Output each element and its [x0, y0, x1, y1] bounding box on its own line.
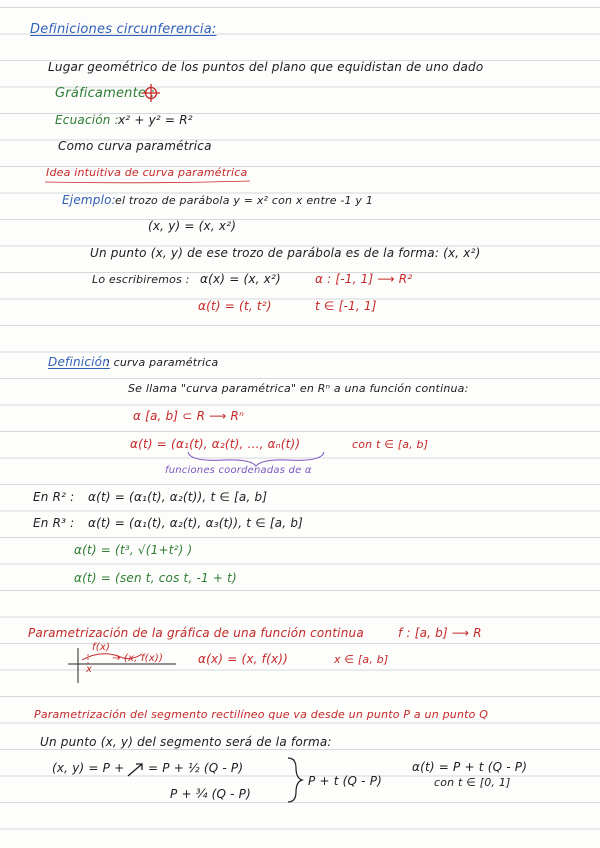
seg-eq1-rhs: = P + ½ (Q - P) [148, 761, 244, 775]
circle-cross-icon [142, 84, 160, 102]
se-llama-line: Se llama "curva paramétrica" en Rⁿ a una función continua: [128, 382, 469, 395]
punto-line: Un punto (x, y) de ese trozo de parábola es de la forma: (x, x²) [90, 246, 481, 260]
definicion-label: Definición [48, 355, 110, 369]
r3-formula: α(t) = (α₁(t), α₂(t), α₃(t)), t ∈ [a, b] [88, 516, 304, 530]
right-brace-icon [288, 758, 302, 802]
example-1: α(t) = (t³, √(1+t²) ) [74, 543, 193, 557]
como-line: Como curva paramétrica [58, 139, 212, 153]
con-t-interval: con t ∈ [a, b] [352, 438, 429, 451]
seg-con: con t ∈ [0, 1] [434, 776, 511, 789]
alpha-ab: α [a, b] ⊂ R ⟶ Rⁿ [133, 409, 245, 423]
funciones-coordenadas: funciones coordenadas de α [165, 465, 312, 476]
graficamente-label: Gráficamente : [55, 86, 155, 101]
alpha-fx: α(x) = (x, f(x)) [198, 652, 289, 666]
seg-eq1-lhs: (x, y) = P + [52, 761, 125, 775]
seg-alpha: α(t) = P + t (Q - P) [412, 760, 528, 774]
example-2: α(t) = (sen t, cos t, -1 + t) [74, 571, 237, 585]
r2-label: En R² : [33, 490, 75, 504]
definicion-text: : curva paramétrica [106, 356, 219, 369]
graph-sketch-icon [68, 648, 176, 683]
alpha-t: α(t) = (t, t²) [198, 299, 272, 313]
title-circunferencia: Definiciones circunferencia: [30, 22, 217, 37]
ejemplo-text: el trozo de parábola y = x² con x entre -1 y 1 [115, 194, 374, 207]
ecuacion-formula: x² + y² = R² [118, 113, 193, 127]
fx-label: f(x) [92, 642, 111, 653]
r2-formula: α(t) = (α₁(t), α₂(t)), t ∈ [a, b] [88, 490, 268, 504]
x-label: x [86, 664, 93, 675]
seg-eq2: P + ¾ (Q - P) [170, 787, 251, 801]
lugar-line: Lugar geométrico de los puntos del plano que equidistan de uno dado [48, 60, 484, 74]
escribiremos-formula: α(x) = (x, x²) [200, 272, 281, 286]
alpha-components: α(t) = (α₁(t), α₂(t), ..., αₙ(t)) [130, 437, 301, 451]
param-segmento-heading: Parametrización del segmento rectilíneo que va desde un punto P a un punto Q [34, 708, 489, 721]
vector-arrow-icon [128, 764, 142, 776]
param-grafica-f: f : [a, b] ⟶ R [398, 626, 482, 640]
punto-segmento-line: Un punto (x, y) del segmento será de la forma: [40, 735, 332, 749]
function-curve [82, 654, 142, 660]
alpha-map: α : [-1, 1] ⟶ R² [315, 272, 413, 286]
seg-general: P + t (Q - P) [308, 774, 383, 788]
t-interval: t ∈ [-1, 1] [315, 299, 377, 313]
param-grafica-heading: Parametrización de la gráfica de una función continua [28, 626, 364, 640]
underbrace-icon [188, 452, 324, 466]
idea-heading: Idea intuitiva de curva paramétrica [46, 166, 248, 179]
r3-label: En R³ : [33, 516, 75, 530]
ejemplo-label: Ejemplo: [62, 193, 116, 207]
arrow-x-fx: → (x, f(x)) [112, 653, 164, 664]
x-interval: x ∈ [a, b] [334, 653, 389, 666]
idea-underline [45, 181, 250, 183]
ecuacion-label: Ecuación : [55, 113, 119, 127]
escribiremos-label: Lo escribiremos : [92, 273, 190, 286]
xy-equation: (x, y) = (x, x²) [148, 219, 237, 233]
